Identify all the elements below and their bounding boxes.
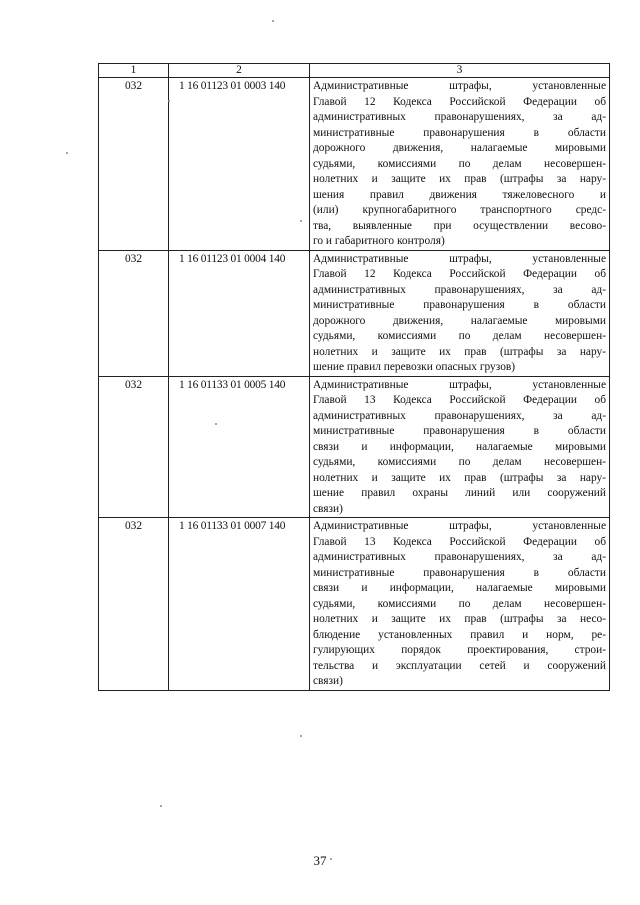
description-line: Административные штрафы, установленные: [313, 80, 606, 92]
scan-speck: [300, 220, 302, 222]
description-line: шения правил движения тяжеловесного и: [313, 188, 606, 201]
description-line: административных правонарушениях, за ад-: [313, 111, 606, 123]
description-line: нолетних и защите их прав (штрафы за несо-: [313, 613, 606, 625]
scan-speck: [272, 20, 274, 22]
table-row: [99, 250, 610, 376]
description-line: гулирующих порядок проектирования, строи-: [313, 644, 606, 656]
code-cell: 032: [99, 250, 169, 376]
description-line: нолетних и защите их прав (штрафы за нару-: [313, 345, 606, 358]
table-header: [99, 64, 610, 78]
description-line: министративные правонарушения в области: [313, 425, 606, 437]
description-line: судьями, комиссиями по делам несовершен-: [313, 330, 606, 342]
code-cell: 032: [99, 376, 169, 518]
code-cell: 032: [99, 78, 169, 251]
header-col-3: 3: [310, 64, 610, 78]
header-row: [99, 64, 610, 78]
description-line: судьями, комиссиями по делам несовершен-: [313, 597, 606, 610]
description-line: связи): [313, 675, 343, 687]
scan-speck: [215, 423, 217, 425]
description-line: Административные штрафы, установленные: [313, 520, 606, 532]
description-line: связи и информации, налагаемые мировыми: [313, 582, 606, 594]
description-cell: [310, 518, 610, 691]
description-cell: [310, 376, 610, 518]
description-line: судьями, комиссиями по делам несовершен-: [313, 157, 606, 170]
header-col-1: 1: [99, 64, 169, 78]
description-line: дорожного движения, налагаемые мировыми: [313, 314, 606, 327]
description-line: Главой 12 Кодекса Российской Федерации об: [313, 95, 606, 108]
description-line: (или) крупногабаритного транспортного средс-: [313, 204, 606, 216]
description-line: министративные правонарушения в области: [313, 126, 606, 139]
scan-speck: [330, 858, 332, 860]
budget-classification-code-cell: 1 16 01123 01 0003 140: [169, 78, 310, 251]
description-line: шение правил перевозки опасных грузов): [313, 361, 516, 373]
budget-codes-table: [98, 63, 610, 691]
description-line: го и габаритного контроля): [313, 235, 445, 247]
description-line: нолетних и защите их прав (штрафы за нару-: [313, 173, 606, 185]
table-row: [99, 78, 610, 251]
description-line: нолетних и защите их прав (штрафы за нару-: [313, 471, 606, 484]
budget-classification-code-cell: 1 16 01133 01 0007 140: [169, 518, 310, 691]
description-line: дорожного движения, налагаемые мировыми: [313, 142, 606, 154]
description-cell: [310, 78, 610, 251]
header-col-2: 2: [169, 64, 310, 78]
description-cell: [310, 250, 610, 376]
scan-speck: [168, 100, 170, 102]
description-line: блюдение установленных правил и норм, ре-: [313, 628, 606, 641]
description-line: связи): [313, 502, 343, 515]
scan-speck: [66, 152, 68, 154]
description-line: министративные правонарушения в области: [313, 299, 606, 311]
description-line: Главой 13 Кодекса Российской Федерации об: [313, 394, 606, 406]
table-row: [99, 376, 610, 518]
description-line: административных правонарушениях, за ад-: [313, 551, 606, 563]
description-line: Главой 13 Кодекса Российской Федерации об: [313, 535, 606, 548]
code-cell: 032: [99, 518, 169, 691]
budget-classification-code-cell: 1 16 01123 01 0004 140: [169, 250, 310, 376]
scan-speck: [160, 805, 162, 807]
description-line: судьями, комиссиями по делам несовершен-: [313, 456, 606, 468]
page-number: 37: [313, 853, 327, 868]
description-line: шение правил охраны линий или сооружений: [313, 487, 606, 499]
description-line: Административные штрафы, установленные: [313, 378, 606, 391]
description-line: министративные правонарушения в области: [313, 566, 606, 579]
budget-classification-code-cell: 1 16 01133 01 0005 140: [169, 376, 310, 518]
description-line: Главой 12 Кодекса Российской Федерации об: [313, 268, 606, 280]
table-body: [99, 78, 610, 691]
description-line: Административные штрафы, установленные: [313, 252, 606, 265]
description-line: связи и информации, налагаемые мировыми: [313, 440, 606, 453]
table-row: [99, 518, 610, 691]
description-line: административных правонарушениях, за ад-: [313, 283, 606, 296]
description-line: административных правонарушениях, за ад-: [313, 409, 606, 422]
scan-speck: [300, 735, 302, 737]
description-line: тва, выявленные при осуществлении весово-: [313, 219, 606, 232]
description-line: тельства и эксплуатации сетей и сооружений: [313, 659, 606, 672]
